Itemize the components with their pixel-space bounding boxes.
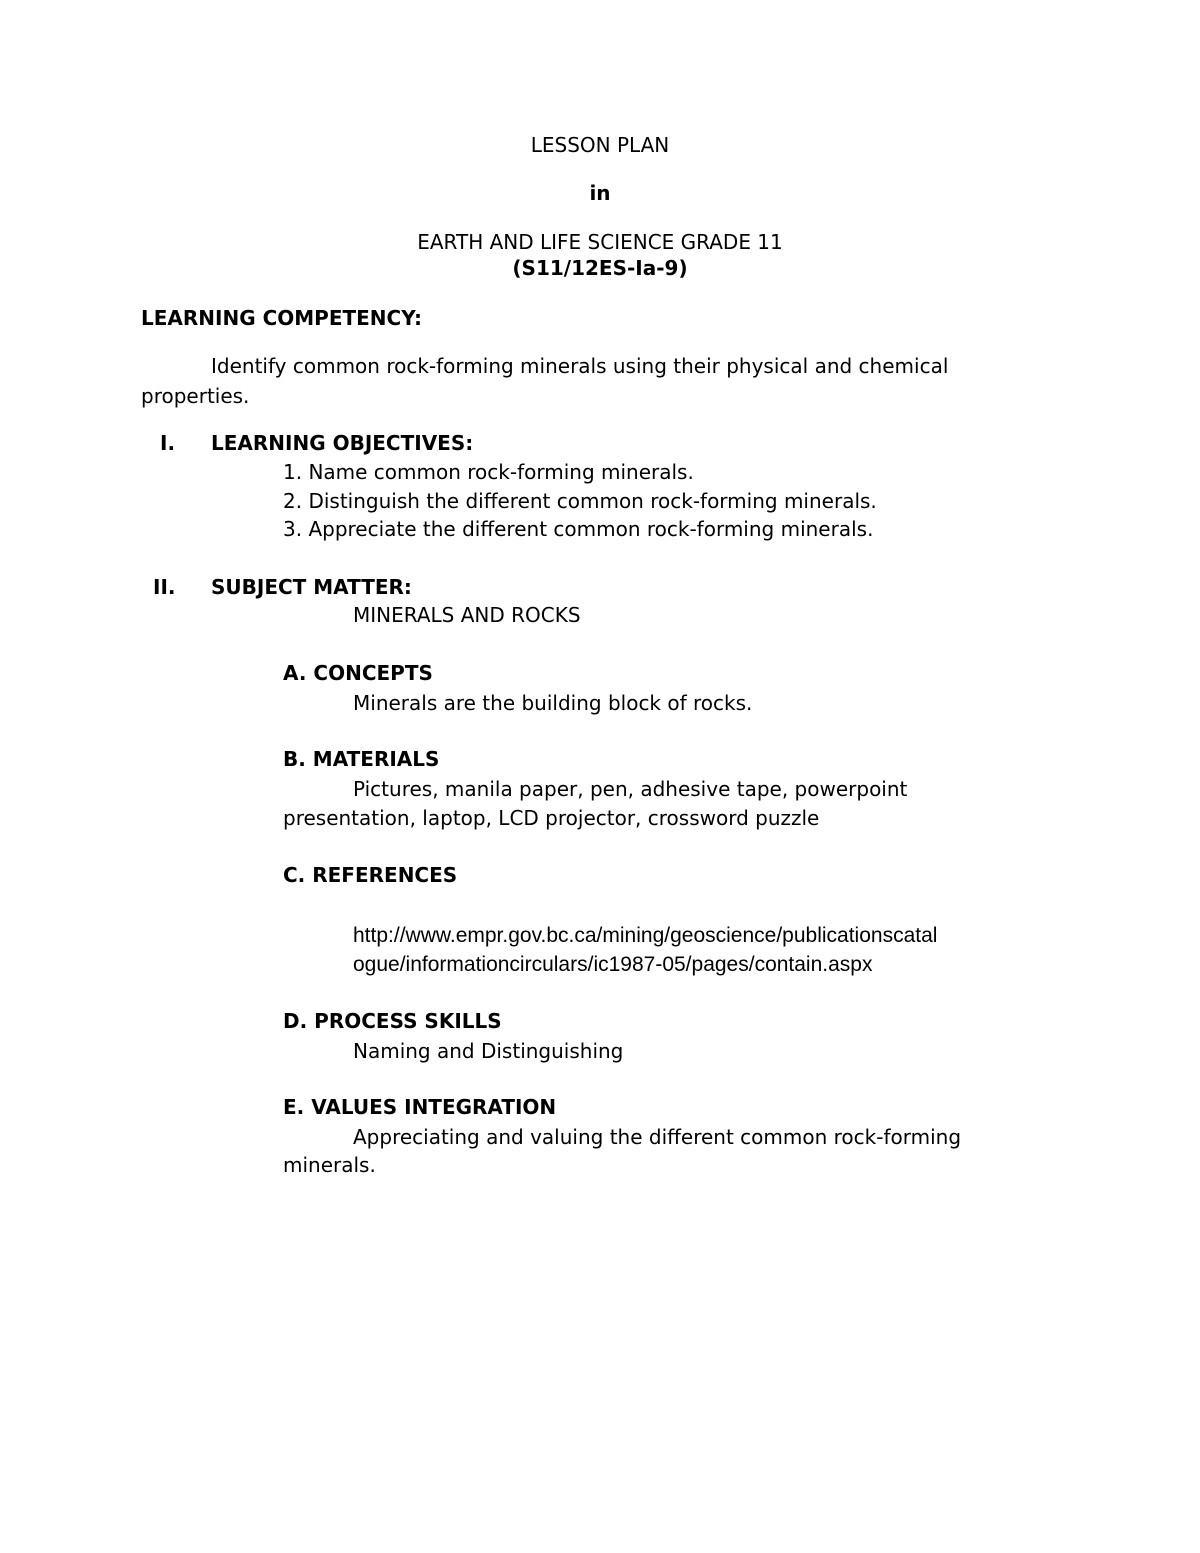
subject-matter-heading: SUBJECT MATTER:	[211, 575, 412, 599]
title-in: in	[589, 181, 611, 205]
objective-item: 2. Distinguish the different common rock-forming minerals.	[283, 489, 877, 513]
objective-item: 1. Name common rock-forming minerals.	[283, 460, 694, 484]
competency-heading: LEARNING COMPETENCY:	[141, 306, 422, 330]
objective-item: 3. Appreciate the different common rock-forming minerals.	[283, 517, 874, 541]
materials-text-line2: presentation, laptop, LCD projector, crossword puzzle	[283, 806, 820, 830]
objectives-numeral: I.	[160, 431, 176, 455]
objectives-heading: LEARNING OBJECTIVES:	[211, 431, 474, 455]
subject-matter-numeral: II.	[153, 575, 176, 599]
process-skills-text: Naming and Distinguishing	[353, 1039, 624, 1063]
competency-text-line1: Identify common rock-forming minerals using their physical and chemical	[211, 354, 949, 378]
reference-url-line1: http://www.empr.gov.bc.ca/mining/geoscience/publicationscatal	[353, 924, 938, 947]
competency-text-line2: properties.	[141, 384, 250, 408]
reference-url-line2: ogue/informationcirculars/ic1987-05/pages/contain.aspx	[353, 953, 873, 976]
subject-matter-topic: MINERALS AND ROCKS	[353, 603, 581, 627]
title-code: (S11/12ES-Ia-9)	[512, 256, 688, 280]
values-text-line1: Appreciating and valuing the different common rock-forming	[353, 1125, 962, 1149]
concepts-text: Minerals are the building block of rocks.	[353, 691, 753, 715]
materials-text-line1: Pictures, manila paper, pen, adhesive tape, powerpoint	[353, 777, 908, 801]
values-heading: E. VALUES INTEGRATION	[283, 1095, 557, 1119]
title-lesson-plan: LESSON PLAN	[530, 133, 670, 157]
title-subject: EARTH AND LIFE SCIENCE GRADE 11	[417, 230, 783, 254]
values-text-line2: minerals.	[283, 1153, 376, 1177]
materials-heading: B. MATERIALS	[283, 747, 440, 771]
process-skills-heading: D. PROCESS SKILLS	[283, 1009, 502, 1033]
references-heading: C. REFERENCES	[283, 863, 458, 887]
concepts-heading: A. CONCEPTS	[283, 661, 433, 685]
